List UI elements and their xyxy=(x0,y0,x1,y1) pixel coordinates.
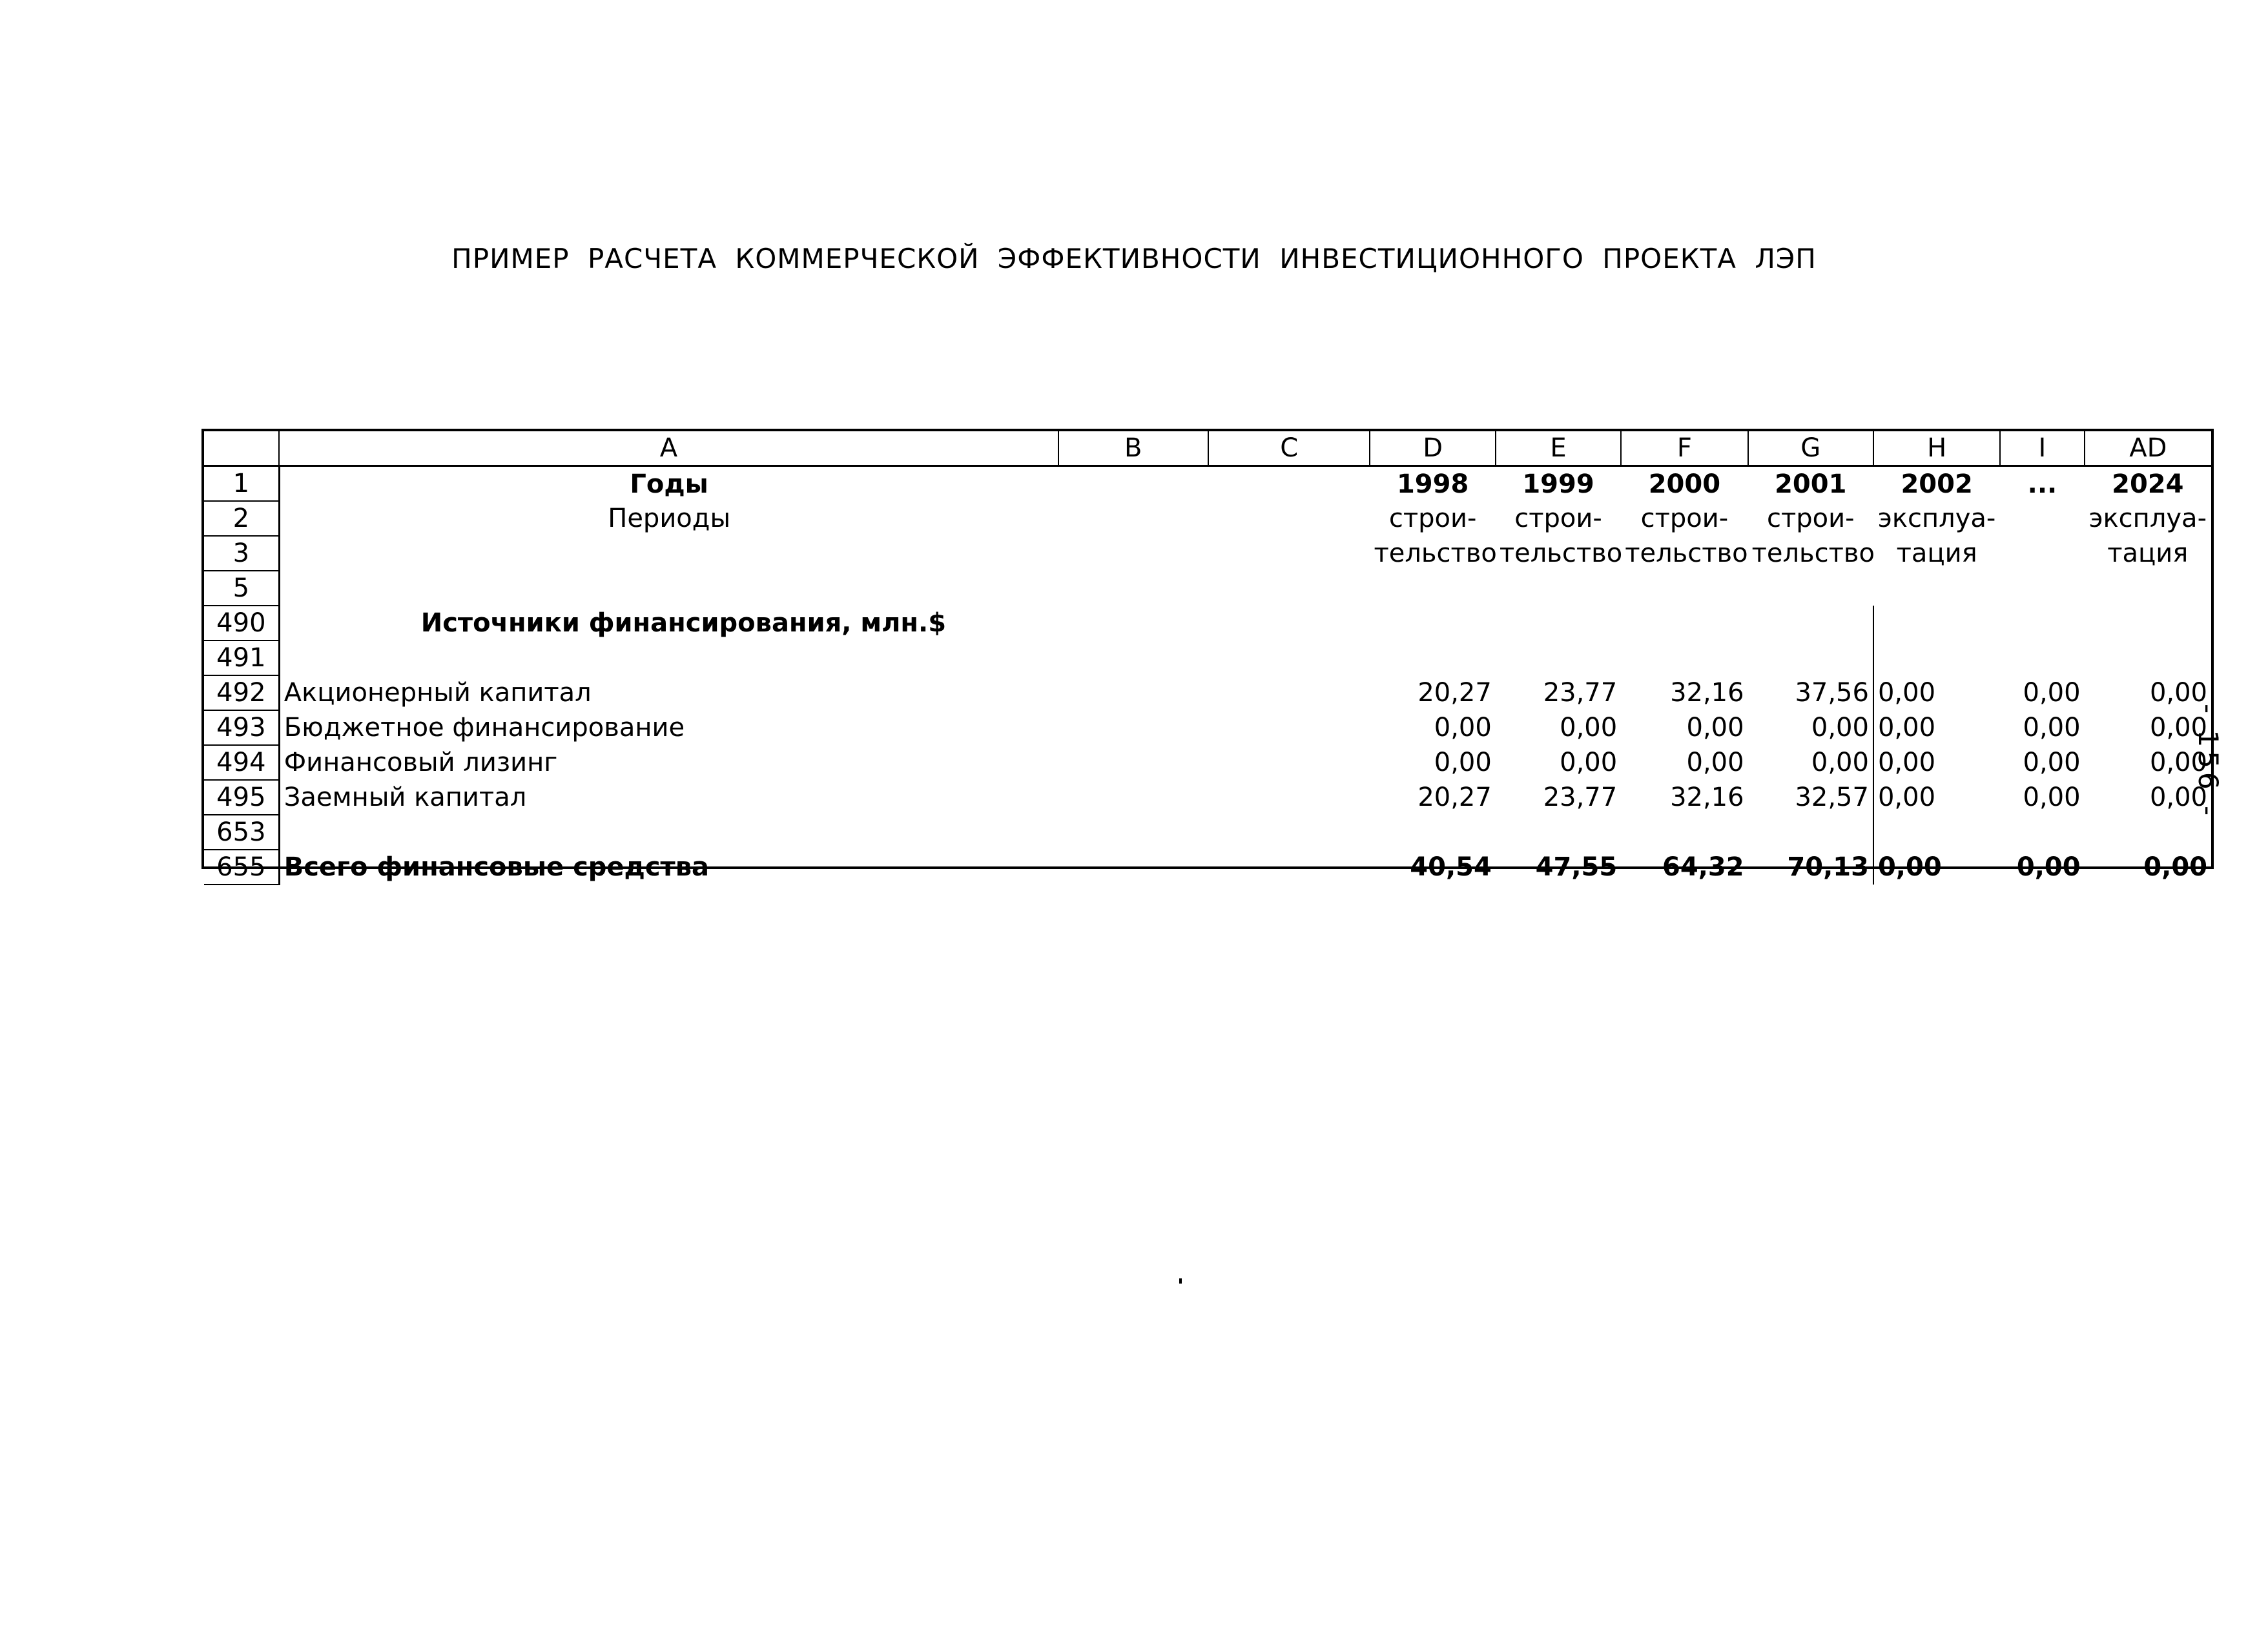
cell-a[interactable]: Источники финансирования, млн.$ xyxy=(420,608,947,638)
cell-e[interactable] xyxy=(1496,606,1621,640)
cell-g[interactable]: строи- xyxy=(1766,504,1855,533)
cell-g[interactable] xyxy=(1748,606,1873,640)
cell-f[interactable]: 64,32 xyxy=(1662,852,1744,882)
cell-h[interactable]: 0,00 xyxy=(1873,675,2000,710)
cell-g[interactable]: тельство xyxy=(1751,538,1875,568)
column-header-row xyxy=(204,431,2211,466)
column-header-i[interactable]: I xyxy=(2000,431,2084,466)
cell-e[interactable]: 0,00 xyxy=(1560,713,1618,743)
cell-h[interactable]: 0,00 xyxy=(1873,780,2000,815)
column-header-c[interactable]: C xyxy=(1208,431,1370,466)
cell-h[interactable]: эксплуа- xyxy=(1877,504,1996,533)
cell-f[interactable]: 32,16 xyxy=(1670,783,1744,812)
column-header-h[interactable]: H xyxy=(1873,431,2000,466)
cell-i[interactable]: 0,00 xyxy=(2023,783,2081,812)
column-header-g[interactable]: G xyxy=(1748,431,1873,466)
table-row xyxy=(204,501,2211,536)
table-row xyxy=(204,571,2211,606)
column-header-a[interactable]: A xyxy=(279,431,1058,466)
row-number[interactable]: 490 xyxy=(204,606,279,640)
cell-ad[interactable]: тация xyxy=(2107,538,2189,568)
cell-d[interactable]: 0,00 xyxy=(1434,713,1492,743)
cell-e[interactable] xyxy=(1496,815,1621,850)
cell-a[interactable] xyxy=(279,571,1058,606)
cell-f[interactable]: 32,16 xyxy=(1670,678,1744,708)
cell-i[interactable]: 0,00 xyxy=(2023,748,2081,777)
cell-e[interactable] xyxy=(1496,640,1621,675)
column-header-e[interactable]: E xyxy=(1496,431,1621,466)
column-header-d[interactable]: D xyxy=(1370,431,1495,466)
cell-a[interactable]: Годы xyxy=(630,469,708,499)
corner-cell[interactable] xyxy=(204,431,279,466)
cell-h[interactable]: 2002 xyxy=(1901,469,1973,499)
table-row xyxy=(204,675,2211,710)
document-title: ПРИМЕР РАСЧЕТА КОММЕРЧЕСКОЙ ЭФФЕКТИВНОСТИ ИНВЕСТИЦИОННОГО ПРОЕКТА ЛЭП xyxy=(451,243,1817,274)
cell-c[interactable] xyxy=(1208,571,1370,606)
cell-b[interactable] xyxy=(1058,571,1208,606)
cell-e[interactable]: 23,77 xyxy=(1543,678,1618,708)
cell-ad[interactable] xyxy=(2085,815,2211,850)
cell-ad[interactable]: 0,00 xyxy=(2149,713,2207,743)
cell-c[interactable] xyxy=(1208,536,1370,571)
cell-e[interactable]: 23,77 xyxy=(1543,783,1618,812)
spreadsheet-table xyxy=(201,429,2214,882)
cell-i[interactable] xyxy=(2000,536,2084,571)
cell-g[interactable]: 0,00 xyxy=(1811,748,1869,777)
cell-f[interactable] xyxy=(1621,640,1747,675)
cell-h[interactable] xyxy=(1873,815,2000,850)
cell-e[interactable]: 0,00 xyxy=(1560,748,1618,777)
cell-g[interactable] xyxy=(1748,640,1873,675)
row-number[interactable]: 493 xyxy=(204,710,279,745)
cell-d[interactable] xyxy=(1370,606,1495,640)
cell-c[interactable] xyxy=(1208,815,1370,850)
cell-c[interactable] xyxy=(1208,606,1370,640)
cell-c[interactable] xyxy=(1208,675,1370,710)
cell-i[interactable]: 0,00 xyxy=(2016,852,2081,882)
cell-b[interactable] xyxy=(1058,675,1208,710)
cell-e[interactable]: тельство xyxy=(1499,538,1623,568)
cell-i[interactable] xyxy=(2000,606,2084,640)
cell-d[interactable]: 40,54 xyxy=(1410,852,1492,882)
cell-c[interactable] xyxy=(1208,850,1370,885)
cell-a[interactable]: Периоды xyxy=(608,504,731,533)
cell-c[interactable] xyxy=(1208,780,1370,815)
cell-f[interactable]: 0,00 xyxy=(1686,748,1744,777)
cell-b[interactable] xyxy=(1058,780,1208,815)
cell-g[interactable]: 2001 xyxy=(1775,469,1847,499)
cell-ad[interactable]: 2024 xyxy=(2112,469,2184,499)
cell-f[interactable] xyxy=(1621,815,1747,850)
cell-b[interactable] xyxy=(1058,640,1208,675)
cell-b[interactable] xyxy=(1058,466,1208,502)
cell-i[interactable]: ... xyxy=(2027,469,2057,499)
column-header-f[interactable]: F xyxy=(1621,431,1747,466)
row-number[interactable]: 492 xyxy=(204,675,279,710)
cell-a[interactable] xyxy=(279,536,1058,571)
cell-h[interactable] xyxy=(1873,640,2000,675)
cell-e[interactable]: 47,55 xyxy=(1535,852,1618,882)
row-number[interactable]: 2 xyxy=(204,501,279,536)
table-row xyxy=(204,745,2211,780)
cell-ad[interactable]: 0,00 xyxy=(2149,678,2207,708)
row-number[interactable]: 491 xyxy=(204,640,279,675)
cell-f[interactable]: строи- xyxy=(1640,504,1729,533)
cell-g[interactable]: 32,57 xyxy=(1795,783,1869,812)
table-row xyxy=(204,710,2211,745)
cell-i[interactable] xyxy=(2000,501,2084,536)
page-number: - 156 - xyxy=(2192,704,2224,820)
cell-a[interactable]: Заемный капитал xyxy=(284,783,527,812)
table-row xyxy=(204,780,2211,815)
cell-b[interactable] xyxy=(1058,745,1208,780)
cell-ad[interactable]: 0,00 xyxy=(2143,852,2207,882)
cell-h[interactable] xyxy=(1873,571,2000,606)
cell-h[interactable]: 0,00 xyxy=(1873,745,2000,780)
cell-c[interactable] xyxy=(1208,466,1370,502)
cell-i[interactable] xyxy=(2000,640,2084,675)
cell-b[interactable] xyxy=(1058,815,1208,850)
cell-c[interactable] xyxy=(1208,640,1370,675)
cell-a[interactable]: Бюджетное финансирование xyxy=(284,713,685,743)
row-number[interactable]: 495 xyxy=(204,780,279,815)
cell-f[interactable] xyxy=(1621,571,1747,606)
cell-d[interactable]: строи- xyxy=(1388,504,1477,533)
cell-i[interactable] xyxy=(2000,815,2084,850)
cell-ad[interactable]: 0,00 xyxy=(2149,748,2207,777)
cell-ad[interactable]: эксплуа- xyxy=(2088,504,2207,533)
table-row xyxy=(204,640,2211,675)
scan-mark xyxy=(1179,1278,1182,1284)
cell-ad[interactable]: 0,00 xyxy=(2149,783,2207,812)
table-row xyxy=(204,815,2211,850)
cell-b[interactable] xyxy=(1058,606,1208,640)
table-row xyxy=(204,466,2211,502)
cell-b[interactable] xyxy=(1058,501,1208,536)
cell-b[interactable] xyxy=(1058,850,1208,885)
cell-d[interactable]: 20,27 xyxy=(1418,783,1492,812)
cell-c[interactable] xyxy=(1208,710,1370,745)
cell-a[interactable] xyxy=(279,640,1058,675)
cell-f[interactable]: 0,00 xyxy=(1686,713,1744,743)
cell-d[interactable]: 1998 xyxy=(1396,469,1469,499)
cell-ad[interactable] xyxy=(2085,640,2211,675)
table-row xyxy=(204,606,2211,640)
cell-g[interactable] xyxy=(1748,571,1873,606)
cell-b[interactable] xyxy=(1058,710,1208,745)
row-number[interactable]: 494 xyxy=(204,745,279,780)
cell-d[interactable]: 0,00 xyxy=(1434,748,1492,777)
cell-a[interactable]: Финансовый лизинг xyxy=(284,748,558,777)
column-header-b[interactable]: B xyxy=(1058,431,1208,466)
row-number[interactable]: 3 xyxy=(204,536,279,571)
cell-h[interactable]: тация xyxy=(1896,538,1977,568)
cell-b[interactable] xyxy=(1058,536,1208,571)
cell-d[interactable]: тельство xyxy=(1374,538,1497,568)
cell-e[interactable] xyxy=(1496,571,1621,606)
cell-h[interactable]: 0,00 xyxy=(1873,850,2000,885)
cell-c[interactable] xyxy=(1208,501,1370,536)
row-number[interactable]: 5 xyxy=(204,571,279,606)
cell-ad[interactable] xyxy=(2085,606,2211,640)
row-number[interactable]: 653 xyxy=(204,815,279,850)
cell-d[interactable]: 20,27 xyxy=(1418,678,1492,708)
table-row xyxy=(204,850,2211,885)
cell-f[interactable] xyxy=(1621,606,1747,640)
cell-a[interactable]: Всего финансовые средства xyxy=(284,852,710,882)
cell-e[interactable]: строи- xyxy=(1514,504,1602,533)
cell-i[interactable]: 0,00 xyxy=(2023,713,2081,743)
cell-g[interactable]: 0,00 xyxy=(1811,713,1869,743)
cell-d[interactable] xyxy=(1370,571,1495,606)
cell-h[interactable] xyxy=(1873,606,2000,640)
cell-f[interactable]: 2000 xyxy=(1648,469,1721,499)
column-header-ad[interactable]: AD xyxy=(2085,431,2211,466)
cell-ad[interactable] xyxy=(2085,571,2211,606)
cell-g[interactable] xyxy=(1748,815,1873,850)
cell-a[interactable] xyxy=(279,815,1058,850)
cell-i[interactable] xyxy=(2000,571,2084,606)
cell-a[interactable]: Акционерный капитал xyxy=(284,678,592,708)
row-number[interactable]: 655 xyxy=(204,850,279,885)
cell-e[interactable]: 1999 xyxy=(1522,469,1594,499)
cell-f[interactable]: тельство xyxy=(1625,538,1748,568)
cell-i[interactable]: 0,00 xyxy=(2023,678,2081,708)
cell-c[interactable] xyxy=(1208,745,1370,780)
cell-g[interactable]: 37,56 xyxy=(1795,678,1869,708)
cell-h[interactable]: 0,00 xyxy=(1873,710,2000,745)
cell-d[interactable] xyxy=(1370,815,1495,850)
cell-g[interactable]: 70,13 xyxy=(1787,852,1869,882)
table-row xyxy=(204,536,2211,571)
row-number[interactable]: 1 xyxy=(204,466,279,502)
data-grid xyxy=(204,431,2211,885)
cell-d[interactable] xyxy=(1370,640,1495,675)
